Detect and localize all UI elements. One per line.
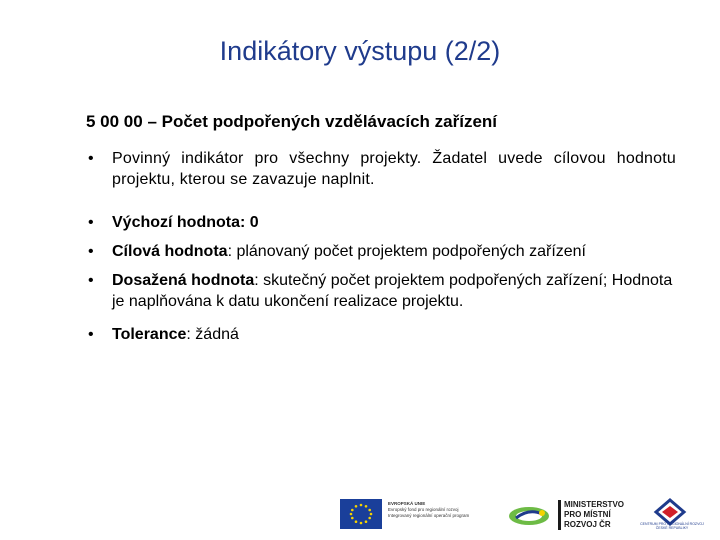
bullet-target-label: Cílová hodnota [112, 243, 228, 260]
bullet-tolerance [86, 324, 676, 345]
bullet-tolerance-text: : žádná [186, 326, 239, 343]
bullet-achieved-text: : skutečný počet projektem podpořených zařízení; Hodnota je naplňována k datu ukončení realizace projektu. [112, 272, 673, 310]
logo-footer [0, 490, 720, 540]
eu-flag-icon [340, 499, 382, 529]
bullet-achieved [86, 270, 676, 312]
bullet-list [86, 148, 676, 345]
bullet-target [86, 241, 676, 262]
bullet-achieved-label: Dosažená hodnota [112, 272, 255, 289]
ministry-logo-text: MINISTERSTVO PRO MÍSTNÍ ROZVOJ ČR [564, 500, 625, 529]
bullet-mandatory-text: Povinný indikátor pro všechny projekty. Žadatel uvede cílovou hodnotu projektu, kterou se zavazuje naplnit. [112, 150, 676, 188]
indicator-heading: 5 00 00 – Počet podpořených vzdělávacích zařízení [86, 112, 498, 131]
bullet-baseline-label: Výchozí hodnota [112, 214, 240, 231]
bullet-tolerance-label: Tolerance [112, 326, 187, 343]
regional-development-centre-text: CENTRUM PRO REGIONÁLNÍ ROZVOJ ČESKÉ REPUBLIKY [640, 522, 704, 530]
slide-title: Indikátory výstupu (2/2) [219, 36, 501, 66]
bullet-target-text: : plánovaný počet projektem podpořených zařízení [227, 243, 586, 260]
eu-logo-text: EVROPSKÁ UNIE Evropský fond pro regionální rozvoj Integrovaný regionální operační program [388, 501, 470, 518]
operational-programme-logo-icon [506, 504, 552, 528]
bullet-baseline [86, 212, 676, 233]
ministry-logo-bar [558, 500, 561, 530]
bullet-mandatory [86, 148, 676, 190]
bullet-baseline-text: : 0 [240, 214, 259, 231]
